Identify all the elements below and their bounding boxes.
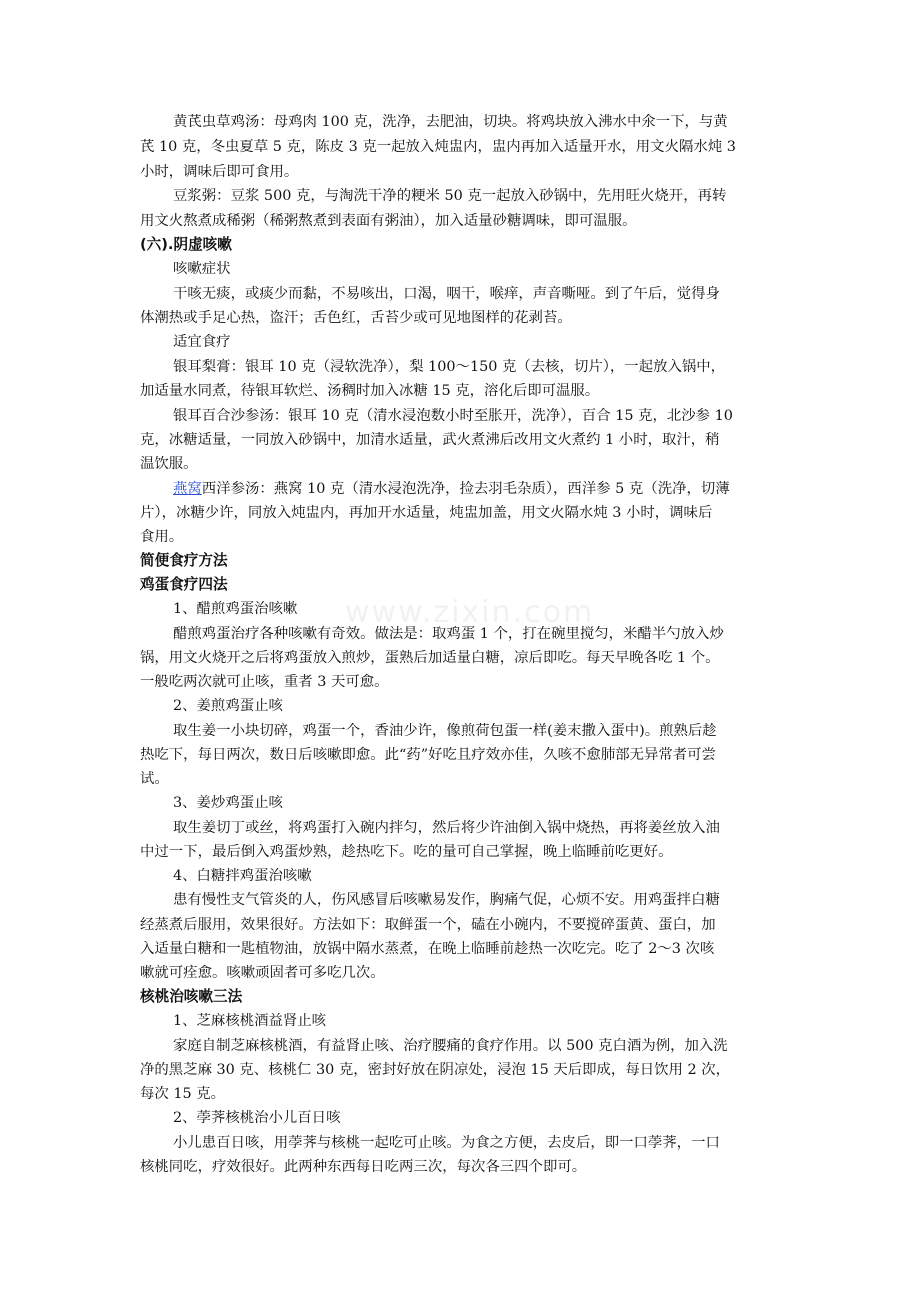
paragraph-line: 小时，调味后即可食用。	[140, 164, 299, 180]
paragraph-line: 银耳梨膏：银耳 10 克（浸软洗净），梨 100～150 克（去核，切片），一起放入锅中，	[173, 359, 726, 375]
paragraph-line: 入适量白糖和一匙植物油，放锅中隔水蒸煮，在晚上临睡前趁热一次吃完。吃了 2～3 次咳	[140, 941, 715, 957]
paragraph-line: 银耳百合沙参汤：银耳 10 克（清水浸泡数小时至胀开，洗净），百合 15 克，北沙参 10	[173, 408, 733, 424]
paragraph-line: 净的黑芝麻 30 克、核桃仁 30 克，密封好放在阴凉处，浸泡 15 天后即成，每日饮用 2 次，	[140, 1062, 730, 1078]
paragraph-line: 克，冰糖适量，一同放入砂锅中，加清水适量，武火煮沸后改用文火煮约 1 小时，取汁，稍	[140, 432, 720, 448]
paragraph-line: 核桃同吃，疗效很好。此两种东西每日吃两三次，每次各三四个即可。	[140, 1159, 587, 1175]
paragraph-line-text: 西洋参汤：燕窝 10 克（清水浸泡洗净，捡去羽毛杂质），西洋参 5 克（洗净，切薄	[201, 481, 730, 497]
paragraph-line: 患有慢性支气管炎的人，伤风感冒后咳嗽易发作，胸痛气促，心烦不安。用鸡蛋拌白糖	[173, 892, 720, 908]
item-heading: 4、白糖拌鸡蛋治咳嗽	[173, 868, 312, 884]
paragraph-line: 体潮热或手足心热，盗汗；舌色红，舌苔少或可见地图样的花剥苔。	[140, 310, 572, 326]
paragraph-line: 用文火熬煮成稀粥（稀粥熬煮到表面有粥油），加入适量砂糖调味，即可温服。	[140, 213, 637, 229]
paragraph-line: 豆浆粥：豆浆 500 克，与淘洗干净的粳米 50 克一起放入砂锅中，先用旺火烧开，再转	[173, 188, 727, 204]
section-heading: 核桃治咳嗽三法	[140, 988, 243, 1005]
item-heading: 3、姜炒鸡蛋止咳	[173, 795, 283, 811]
item-heading: 2、荸荠核桃治小儿百日咳	[173, 1110, 341, 1126]
paragraph-line: 芪 10 克，冬虫夏草 5 克，陈皮 3 克一起放入炖盅内，盅内再加入适量开水，用文火隔水炖 3	[140, 139, 736, 155]
paragraph-line: 小儿患百日咳，用荸荠与核桃一起吃可止咳。为食之方便，去皮后，即一口荸荠，一口	[173, 1135, 720, 1151]
paragraph-line	[0, 477, 920, 501]
section-heading: 鸡蛋食疗四法	[140, 576, 228, 593]
paragraph-line: 黄芪虫草鸡汤：母鸡肉 100 克，洗净，去肥油，切块。将鸡块放入沸水中氽一下，与黄	[173, 114, 728, 130]
paragraph-line: 温饮服。	[140, 456, 198, 472]
paragraph-line: 醋煎鸡蛋治疗各种咳嗽有奇效。做法是：取鸡蛋 1 个，打在碗里搅匀，米醋半勺放入炒	[173, 626, 724, 642]
item-heading: 1、醋煎鸡蛋治咳嗽	[173, 601, 298, 617]
paragraph-line: 片），冰糖少许，同放入炖盅内，再加开水适量，炖盅加盖，用文火隔水炖 3 小时，调味后	[140, 505, 713, 521]
paragraph-line: 取生姜切丁或丝，将鸡蛋打入碗内拌匀，然后将少许油倒入锅中烧热，再将姜丝放入油	[173, 820, 720, 836]
paragraph-line: 锅，用文火烧开之后将鸡蛋放入煎炒，蛋熟后加适量白糖，凉后即吃。每天早晚各吃 1 个。	[140, 650, 720, 666]
subheading: 适宜食疗	[173, 334, 231, 350]
paragraph-line: 嗽就可痊愈。咳嗽顽固者可多吃几次。	[140, 965, 385, 981]
item-heading: 1、芝麻核桃酒益肾止咳	[173, 1013, 327, 1029]
link-swiftlet-nest[interactable]: 燕窝	[173, 481, 202, 497]
watermark: www.zixin.com	[345, 595, 595, 630]
section-heading: 简便食疗方法	[140, 552, 228, 569]
item-heading: 2、姜煎鸡蛋止咳	[173, 698, 283, 714]
paragraph-line: 加适量水同煮，待银耳软烂、汤稠时加入冰糖 15 克，溶化后即可温服。	[140, 383, 600, 399]
paragraph-line: 家庭自制芝麻核桃酒，有益肾止咳、治疗腰痛的食疗作用。以 500 克白酒为例，加入洗	[173, 1038, 728, 1054]
section-heading: (六).阴虚咳嗽	[140, 236, 232, 253]
paragraph-line: 一般吃两次就可止咳，重者 3 天可愈。	[140, 674, 389, 690]
paragraph-line: 试。	[140, 771, 169, 787]
paragraph-line: 食用。	[140, 529, 184, 545]
paragraph-line: 热吃下，每日两次，数日后咳嗽即愈。此“药”好吃且疗效亦佳，久咳不愈肺部无异常者可尝	[140, 747, 716, 763]
paragraph-line: 中过一下，最后倒入鸡蛋炒熟，趁热吃下。吃的量可自己掌握，晚上临睡前吃更好。	[140, 844, 673, 860]
paragraph-line: 取生姜一小块切碎，鸡蛋一个，香油少许，像煎荷包蛋一样(姜末撒入蛋中)。煎熟后趁	[173, 723, 717, 739]
paragraph-line: 经蒸煮后服用，效果很好。方法如下：取鲜蛋一个，磕在小碗内，不要搅碎蛋黄、蛋白，加	[140, 917, 716, 933]
paragraph-line: 干咳无痰，或痰少而黏，不易咳出，口渴，咽干，喉痒，声音嘶哑。到了午后，觉得身	[173, 286, 720, 302]
subheading: 咳嗽症状	[173, 261, 231, 277]
paragraph-line: 每次 15 克。	[140, 1086, 226, 1102]
